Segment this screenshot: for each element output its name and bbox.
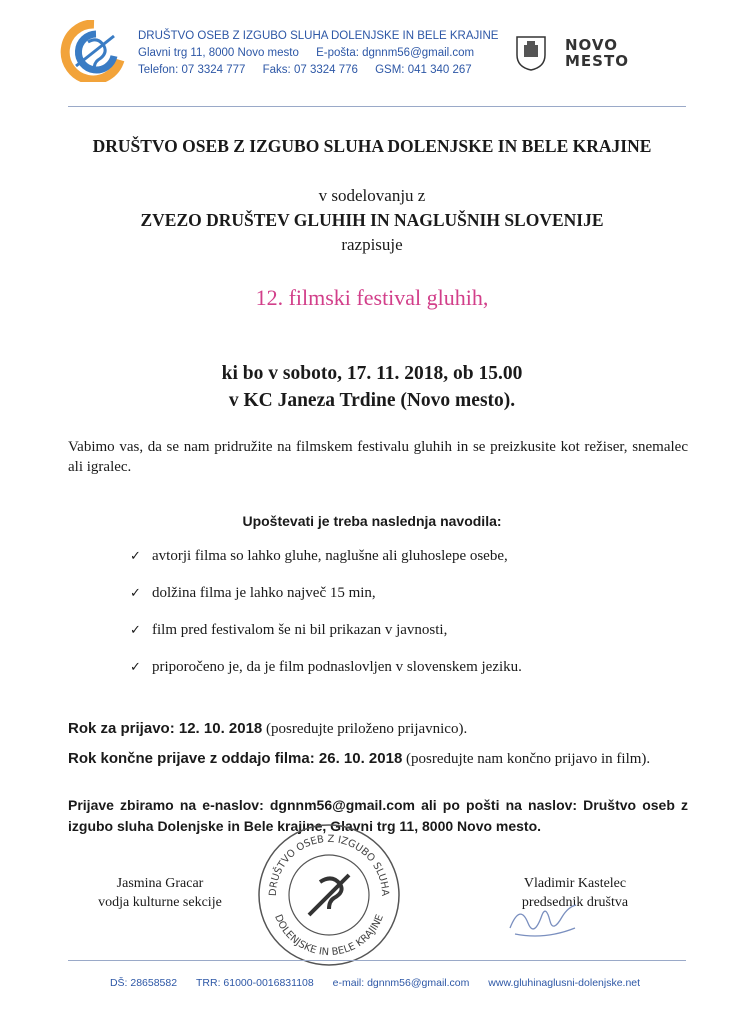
list-item: ✓ film pred festivalom še ni bil prikazan v javnosti,	[130, 622, 448, 638]
instructions-title: Upoštevati je treba naslednja navodila:	[242, 513, 502, 529]
header-contact	[138, 28, 498, 79]
checkmark-icon: ✓	[130, 586, 141, 601]
instructions-list	[130, 538, 522, 686]
footer-bank-account: TRR: 61000-0016831108	[196, 977, 314, 989]
header-gsm: GSM: 041 340 267	[375, 64, 472, 76]
header-org-name: DRUŠTVO OSEB Z IZGUBO SLUHA DOLENJSKE IN BELE KRAJINE	[138, 30, 499, 42]
header-address: Glavni trg 11, 8000 Novo mesto	[138, 47, 299, 59]
header-divider	[68, 106, 686, 107]
announces-text: razpisuje	[341, 235, 403, 254]
organizer-name: DRUŠTVO OSEB Z IZGUBO SLUHA DOLENJSKE IN BELE KRAJINE	[92, 136, 652, 156]
society-logo	[58, 20, 128, 82]
coat-of-arms-icon	[515, 35, 547, 71]
list-item: ✓ avtorji filma so lahko gluhe, naglušne ali gluhoslepe osebe,	[130, 548, 508, 564]
signer-right-role: predsednik društva	[521, 895, 629, 910]
handwritten-signature	[505, 898, 580, 943]
footer-email[interactable]: e-mail: dgnnm56@gmail.com	[332, 977, 470, 989]
cooperation-text: v sodelovanju z	[318, 186, 426, 205]
official-stamp	[254, 820, 404, 970]
footer-website[interactable]: www.gluhinaglusni-dolenjske.net	[488, 977, 641, 989]
signer-right-name: Vladimir Kastelec	[523, 876, 627, 891]
header-email-label: E-pošta:	[316, 47, 359, 59]
signer-left-role: vodja kulturne sekcije	[98, 895, 222, 910]
signature-left	[70, 874, 250, 912]
list-item: ✓ dolžina filma je lahko največ 15 min,	[130, 585, 376, 601]
checkmark-icon: ✓	[130, 549, 141, 564]
header-fax: Faks: 07 3324 776	[262, 64, 358, 76]
footer-tax-number: DŠ: 28658582	[109, 977, 178, 989]
partner-name: ZVEZO DRUŠTEV GLUHIH IN NAGLUŠNIH SLOVENIJE	[140, 210, 604, 230]
application-info: Prijave zbiramo na e-naslov: dgnnm56@gmail.com ali po pošti na naslov: Društvo oseb z izgubo sluha Dolenjske in Bele krajine, Glavni trg 11, 8000 Novo mesto.	[68, 797, 688, 834]
deadline-final: Rok končne prijave z oddajo filma: 26. 10. 2018 (posredujte nam končno prijavo in film).	[68, 750, 651, 767]
header-email[interactable]: dgnnm56@gmail.com	[362, 47, 475, 59]
signer-left-name: Jasmina Gracar	[116, 876, 204, 891]
novo-mesto-logo-line2: MESTO	[565, 52, 629, 70]
footer-divider	[68, 960, 686, 961]
invitation-paragraph: Vabimo vas, da se nam pridružite na filmskem festivalu gluhih in se preizkusite kot režiser, snemalec ali igralec.	[68, 439, 688, 475]
festival-title: 12. filmski festival gluhih,	[255, 285, 489, 310]
novo-mesto-logo	[565, 37, 637, 73]
svg-text:DRUŠTVO OSEB Z IZGUBO SLUHA: DRUŠTVO OSEB Z IZGUBO SLUHA	[267, 833, 391, 897]
checkmark-icon: ✓	[130, 660, 141, 675]
novo-mesto-logo-line1: NOVO	[565, 36, 618, 54]
event-datetime	[60, 360, 684, 414]
event-date-line: ki bo v soboto, 17. 11. 2018, ob 15.00	[221, 363, 523, 384]
svg-text:DOLENJSKE IN BELE KRAJINE: DOLENJSKE IN BELE KRAJINE	[272, 913, 386, 959]
header-phone: Telefon: 07 3324 777	[138, 64, 246, 76]
footer	[60, 977, 690, 989]
event-venue-line: v KC Janeza Trdine (Novo mesto).	[228, 390, 516, 411]
checkmark-icon: ✓	[130, 623, 141, 638]
list-item: ✓ priporočeno je, da je film podnaslovljen v slovenskem jeziku.	[130, 659, 522, 675]
deadline-application: Rok za prijavo: 12. 10. 2018 (posredujte priloženo prijavnico).	[68, 720, 468, 737]
